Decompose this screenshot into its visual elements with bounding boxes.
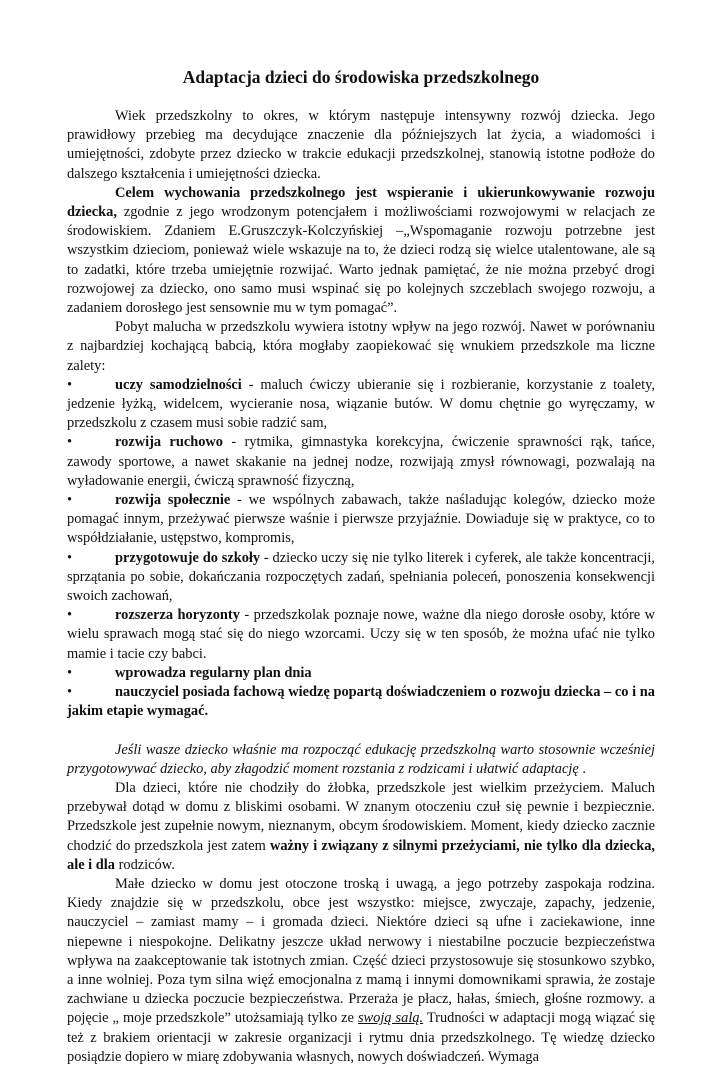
paragraph-experience [67, 779, 655, 875]
bullet-icon: • [67, 376, 73, 393]
list-item-bold: nauczyciel posiada fachową wiedzę popartą doświadczeniem o rozwoju dziecka – co i na jakim etapie wymagać. [67, 684, 655, 720]
bullet-icon: • [67, 664, 73, 681]
paragraph-adaptation-b: Trudności w adaptacji mogą wiązać się też z brakiem orientacji w zakresie organizacji i rytmu dnia przedszkolnego. Tę wiedzę dziecko posiądzie dopiero w miarę zdobywania własnych, nowych doświadczeń. Wymaga [67, 1010, 655, 1065]
paragraph-intro: Wiek przedszkolny to okres, w którym następuje intensywny rozwój dziecka. Jego prawidłowy przebieg ma decydujące znaczenie dla późniejszych lat życia, a wiadomości i umiejętności, zdobyte przez dziecko w trakcie edukacji przedszkolnej, stanowią istotne podłoże do dalszego kształcenia i umiejętności dziecka. [67, 108, 655, 182]
bullet-icon: • [67, 434, 73, 451]
bullet-icon: • [67, 492, 73, 509]
list-item-bold: rozszerza horyzonty [115, 607, 240, 624]
list-item [67, 376, 655, 434]
paragraph-adaptation [67, 875, 655, 1067]
list-item [67, 549, 655, 607]
paragraph-adaptation-a: Małe dziecko w domu jest otoczone troską i uwagą, a jego potrzeby zaspokaja rodzina. Kiedy znajdzie się w przedszkolu, obce jest wszystko: miejsce, zwyczaje, zapachy, jedzenie, nauczyciel – zamiast mamy – i gromada dzieci. Niektóre dzieci są ufne i zaciekawione, inne niepewne i niespokojne. Delikatny jeszcze układ nerwowy i niestabilne poczucie bezpieczeństwa wpływa na zaakceptowanie tak istotnych zmian. Część dzieci przystosowuje się stosunkowo szybko, a inne wolniej. Poza tym silna więź emocjonalna z mamą i innymi domownikami sprawia, że zostaje zachwiane u dziecka poczucie bezpieczeństwa. Przeraża je płacz, hałas, śmiech, głośne rozmowy. a pojęcie „ moje przedszkole” utożsamiają tylko ze [67, 875, 655, 1027]
paragraph-experience-bold: ważny i związany z silnymi przeżyciami, nie tylko dla dziecka, ale i dla [67, 837, 655, 873]
list-item-bold: wprowadza regularny plan dnia [115, 664, 312, 681]
list-item [67, 606, 655, 664]
list-item-bold: uczy samodzielności [115, 376, 242, 393]
bullet-icon: • [67, 684, 73, 701]
paragraph-goal [67, 184, 655, 318]
list-item [67, 491, 655, 549]
paragraph-advantages: Pobyt malucha w przedszkolu wywiera istotny wpływ na jego rozwój. Nawet w porównaniu z najbardziej kochającą babcią, która mogłaby zaopiekować się wnukiem przedszkole ma liczne zalety: [67, 319, 655, 374]
document-title: Adaptacja dzieci do środowiska przedszkolnego [182, 67, 540, 87]
bullet-icon: • [67, 607, 73, 624]
list-item-text: - we wspólnych zabawach, także naśladując kolegów, dziecko może pomagać innym, przeżywać pierwsze waśnie i pierwsze przyjaźnie. Dowiaduje się w praktyce, co to współdziałanie, ustępstwo, kompromis, [67, 492, 655, 547]
list-item-bold: rozwija społecznie [115, 492, 231, 509]
list-item-text: - maluch ćwiczy ubieranie się i rozbieranie, korzystanie z toalety, jedzenie łyżką, widelcem, wycieranie nosa, wiązanie butów. W domu chętnie go wyręczamy, w przedszkolu z czasem musi sobie radzić sam, [67, 376, 656, 432]
paragraph-experience-a: Dla dzieci, które nie chodziły do żłobka, przedszkole jest wielkim przeżyciem. Maluch przebywał dotąd w domu z bliskimi osobami. W znanym otoczeniu czuł się pewnie i bezpiecznie. Przedszkole jest zupełnie nowym, nieznanym, obcym środowiskiem. Moment, kiedy dziecko zacznie chodzić do przedszkola jest zatem [67, 779, 655, 854]
paragraph-goal-text: zgodnie z jego wrodzonym potencjałem i możliwościami rozwojowymi w relacjach ze środowiskiem. Zdaniem E.Gruszczyk-Kolczyńskiej –„Wspomaganie rozwoju potrzebne jest wszystkim dzieciom, ponieważ wiele wskazuje na to, że dzieci rodzą się wielce utalentowane, ale są to zadatki, które trzeba umiejętnie rozwijać. Warto jednak pamiętać, że nie można przebyć drogi rozwojowej za dziecko, ono samo musi wspinać się po kolejnych szczeblach swojego rozwoju, a zadaniem dorosłego jest sensownie mu w tym pomagać”. [67, 204, 655, 317]
paragraph-experience-b: rodziców. [114, 856, 175, 873]
list-item [67, 683, 655, 721]
list-item [67, 664, 655, 683]
list-item-text: - przedszkolak poznaje nowe, ważne dla niego dorosłe osoby, które w wielu sprawach mogą stać się do niego wzorcami. Uczy się w ten sposób, że można ufać nie tylko mamie i tacie czy babci. [67, 607, 655, 662]
paragraph-advice [67, 741, 655, 779]
paragraph-adaptation-italic: swoją salą. [357, 1010, 424, 1027]
list-item-text: - rytmika, gimnastyka korekcyjna, ćwiczenie sprawności rąk, tańce, zawody sportowe, a nawet skakanie na jednej nodze, rozwijają zmysł równowagi, pozwalają na wyładowanie energii, ćwiczą sprawność fizyczną, [67, 434, 655, 489]
paragraph-advice-tail: . [578, 760, 586, 777]
bullet-icon: • [67, 549, 73, 566]
list-item-bold: rozwija ruchowo [115, 434, 223, 451]
paragraph-goal-bold: Celem wychowania przedszkolnego jest wspieranie i ukierunkowywanie rozwoju dziecka, [67, 184, 655, 221]
list-item-text: - dziecko uczy się nie tylko literek i cyferek, ale także koncentracji, sprzątania po sobie, dokańczania rozpoczętych zadań, spełniania poleceń, ponoszenia konsekwencji swoich zachowań, [67, 549, 655, 605]
list-item [67, 433, 655, 491]
list-item-bold: przygotowuje do szkoły [115, 549, 261, 566]
paragraph-advice-italic: Jeśli wasze dziecko właśnie ma rozpocząć edukację przedszkolną warto stosownie wcześniej przygotowywać dziecko, aby złagodzić moment rozstania z rodzicami i ułatwić adaptację [67, 741, 655, 777]
